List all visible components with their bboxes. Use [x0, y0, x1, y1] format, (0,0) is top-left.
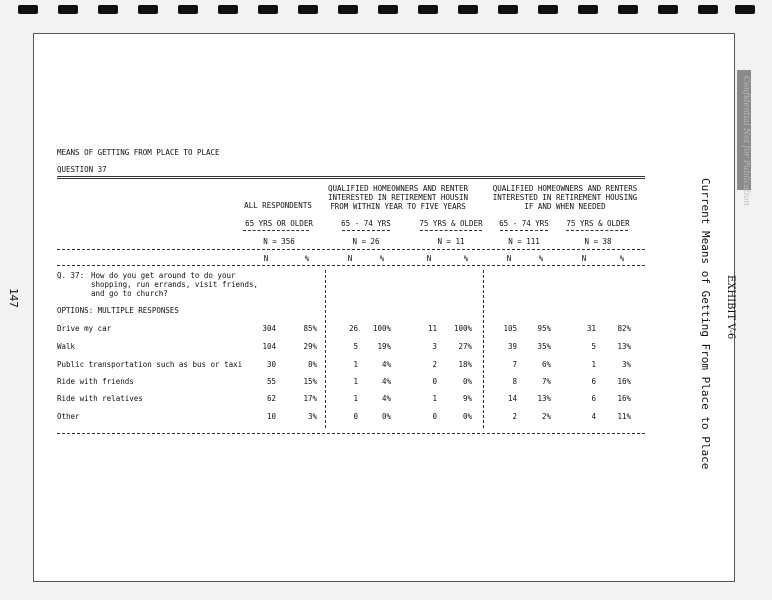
cell-percent: 82%	[617, 324, 631, 333]
row-label: Ride with friends	[57, 377, 134, 386]
cell-count: 62	[266, 394, 276, 403]
age-g2a: 65 - 74 YRS	[499, 219, 549, 228]
row-label: Public transportation such as bus or taxi	[57, 360, 243, 369]
cell-count: 5	[353, 342, 358, 351]
cell-count: 4	[591, 412, 596, 421]
col-n: N	[347, 254, 353, 263]
n-g1b: N = 11	[437, 237, 465, 246]
col-pct: %	[379, 254, 385, 263]
cell-count: 14	[507, 394, 517, 403]
cell-percent: 35%	[537, 342, 551, 351]
side-title: Current Means of Getting From Place to Place	[699, 178, 712, 470]
confidential-stamp	[737, 70, 751, 206]
exhibit-label: EXHIBIT V-6	[725, 275, 736, 340]
cell-count: 304	[262, 324, 276, 333]
cell-percent: 6%	[541, 360, 551, 369]
cell-count: 11	[427, 324, 437, 333]
header-rule-2	[57, 265, 645, 266]
underline	[566, 230, 628, 231]
cell-percent: 100%	[453, 324, 472, 333]
cell-count: 6	[591, 377, 596, 386]
cell-percent: 3%	[621, 360, 631, 369]
col-pct: %	[304, 254, 310, 263]
cell-percent: 19%	[377, 342, 391, 351]
header-all-respondents: ALL RESPONDENTS	[244, 201, 312, 210]
cell-count: 55	[266, 377, 276, 386]
cell-percent: 95%	[537, 324, 551, 333]
binder-holes	[0, 0, 772, 16]
table-title: MEANS OF GETTING FROM PLACE TO PLACE	[57, 148, 220, 157]
cell-count: 3	[432, 342, 437, 351]
cell-percent: 27%	[458, 342, 472, 351]
col-pct: %	[619, 254, 625, 263]
cell-percent: 0%	[381, 412, 391, 421]
cell-percent: 17%	[303, 394, 317, 403]
header-group1-line3: FROM WITHIN YEAR TO FIVE YEARS	[330, 202, 466, 211]
cell-percent: 0%	[462, 412, 472, 421]
cell-percent: 8%	[307, 360, 317, 369]
top-rule	[57, 176, 645, 177]
question-text-2: shopping, run errands, visit friends,	[91, 280, 259, 289]
bottom-rule	[57, 433, 645, 434]
cell-percent: 13%	[537, 394, 551, 403]
col-n: N	[263, 254, 269, 263]
cell-percent: 3%	[307, 412, 317, 421]
underline	[500, 230, 548, 231]
cell-count: 105	[503, 324, 517, 333]
cell-count: 30	[266, 360, 276, 369]
row-label: Other	[57, 412, 80, 421]
cell-percent: 85%	[303, 324, 317, 333]
header-group2-line2: INTERESTED IN RETIREMENT HOUSING	[492, 193, 638, 202]
cell-percent: 9%	[462, 394, 472, 403]
cell-percent: 0%	[462, 377, 472, 386]
cell-count: 0	[353, 412, 358, 421]
question-label: QUESTION 37	[57, 165, 107, 174]
cell-percent: 18%	[458, 360, 472, 369]
cell-count: 1	[353, 394, 358, 403]
cell-percent: 7%	[541, 377, 551, 386]
underline	[420, 230, 482, 231]
age-all: 65 YRS OR OLDER	[245, 219, 313, 228]
cell-count: 1	[353, 377, 358, 386]
cell-percent: 15%	[303, 377, 317, 386]
col-n: N	[426, 254, 432, 263]
cell-percent: 29%	[303, 342, 317, 351]
age-g1b: 75 YRS & OLDER	[419, 219, 483, 228]
cell-count: 2	[432, 360, 437, 369]
col-pct: %	[463, 254, 469, 263]
cell-percent: 11%	[617, 412, 631, 421]
col-n: N	[506, 254, 512, 263]
cell-count: 8	[512, 377, 517, 386]
header-group2-line1: QUALIFIED HOMEOWNERS AND RENTERS	[492, 184, 638, 193]
cell-count: 1	[432, 394, 437, 403]
question-text-1: How do you get around to do your	[91, 271, 236, 280]
cell-count: 7	[512, 360, 517, 369]
cell-count: 39	[507, 342, 517, 351]
col-pct: %	[538, 254, 544, 263]
header-rule	[57, 249, 645, 250]
cell-percent: 4%	[381, 360, 391, 369]
cell-percent: 16%	[617, 394, 631, 403]
cell-count: 0	[432, 412, 437, 421]
cell-count: 1	[353, 360, 358, 369]
row-label: Drive my car	[57, 324, 112, 333]
underline	[243, 230, 309, 231]
question-number: Q. 37:	[57, 271, 85, 280]
age-g2b: 75 YRS & OLDER	[566, 219, 630, 228]
header-group2-line3: IF AND WHEN NEEDED	[524, 202, 606, 211]
n-g2b: N = 38	[584, 237, 612, 246]
question-text-3: and go to church?	[91, 289, 168, 298]
col-n: N	[581, 254, 587, 263]
cell-count: 10	[266, 412, 276, 421]
n-all: N = 356	[263, 237, 295, 246]
age-g1a: 65 - 74 YRS	[341, 219, 391, 228]
cell-count: 104	[262, 342, 276, 351]
cell-count: 2	[512, 412, 517, 421]
header-group1-line1: QUALIFIED HOMEOWNERS AND RENTER	[328, 184, 468, 193]
cell-count: 6	[591, 394, 596, 403]
cell-percent: 2%	[541, 412, 551, 421]
cell-percent: 16%	[617, 377, 631, 386]
stamp-text: Confidential Not for Publication	[742, 76, 751, 206]
cell-percent: 100%	[372, 324, 391, 333]
header-group1-line2: INTERESTED IN RETIREMENT HOUSIN	[328, 193, 468, 202]
cell-percent: 13%	[617, 342, 631, 351]
options-label: OPTIONS: MULTIPLE RESPONSES	[57, 306, 179, 315]
cell-count: 5	[591, 342, 596, 351]
row-label: Walk	[57, 342, 76, 351]
n-g2a: N = 111	[508, 237, 540, 246]
cell-count: 26	[348, 324, 358, 333]
row-label: Ride with relatives	[57, 394, 143, 403]
cell-count: 0	[432, 377, 437, 386]
top-rule-2	[57, 178, 645, 179]
underline	[342, 230, 390, 231]
cell-count: 31	[586, 324, 596, 333]
cell-percent: 4%	[381, 377, 391, 386]
cell-percent: 4%	[381, 394, 391, 403]
page-number: 147	[7, 288, 20, 308]
cell-count: 1	[591, 360, 596, 369]
n-g1a: N = 26	[352, 237, 380, 246]
